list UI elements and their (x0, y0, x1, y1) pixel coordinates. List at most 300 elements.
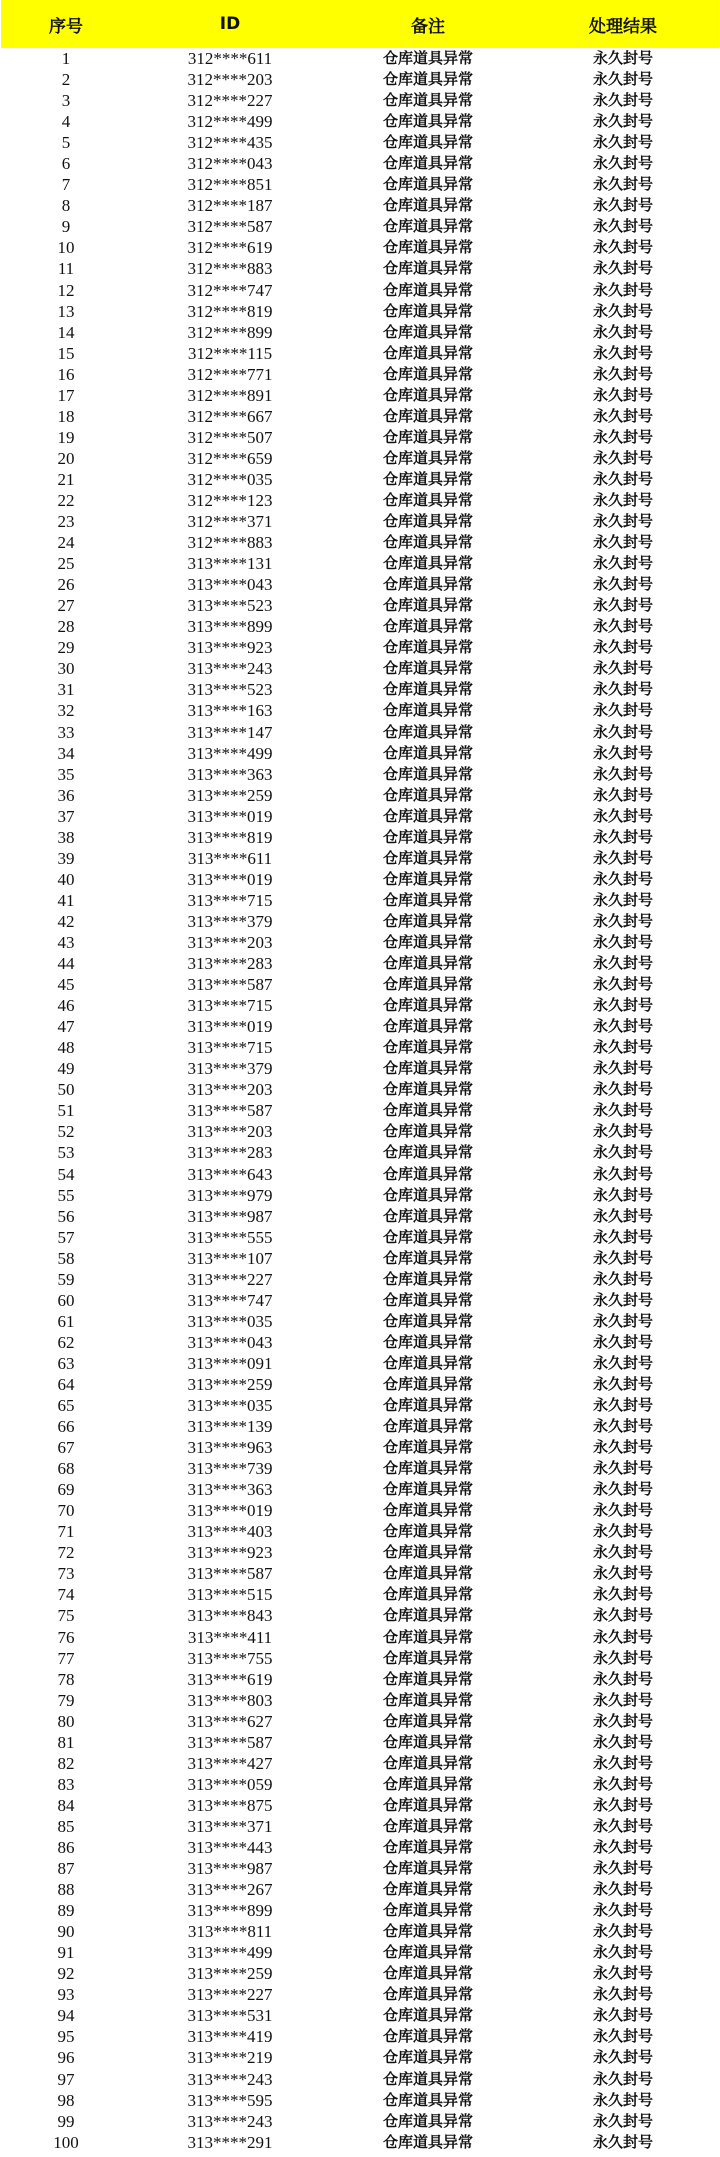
row-note: 仓库道具异常 (382, 554, 473, 573)
row-note: 仓库道具异常 (382, 638, 473, 657)
row-note: 仓库道具异常 (382, 343, 473, 362)
table-row (1, 1500, 719, 1521)
table-row (1, 1584, 719, 1605)
row-number: 23 (57, 512, 75, 532)
row-note: 仓库道具异常 (382, 1438, 473, 1457)
table-row (1, 1963, 719, 1984)
row-note: 仓库道具异常 (382, 1543, 473, 1562)
row-id: 313****019 (187, 1017, 273, 1037)
row-result: 永久封号 (592, 869, 653, 888)
row-note: 仓库道具异常 (382, 448, 473, 467)
row-result: 永久封号 (592, 533, 653, 552)
table-row (1, 700, 719, 721)
row-id: 313****923 (187, 638, 273, 658)
row-number: 19 (57, 427, 75, 447)
table-row (1, 2005, 719, 2026)
row-number: 32 (57, 701, 75, 721)
table-row (1, 785, 719, 806)
row-result: 永久封号 (592, 1606, 653, 1625)
table-row (1, 2047, 719, 2068)
row-note: 仓库道具异常 (382, 1795, 473, 1814)
row-id: 313****843 (187, 1606, 273, 1626)
table-row (1, 2111, 719, 2132)
row-number: 87 (57, 1859, 75, 1879)
row-number: 46 (57, 996, 75, 1016)
row-id: 312****883 (187, 533, 273, 553)
table-row (1, 1984, 719, 2005)
row-number: 82 (57, 1753, 75, 1773)
table-row (1, 132, 719, 153)
row-id: 313****291 (187, 2132, 273, 2152)
row-number: 12 (57, 280, 75, 300)
row-result: 永久封号 (592, 806, 653, 825)
row-note: 仓库道具异常 (382, 301, 473, 320)
row-id: 313****987 (187, 1859, 273, 1879)
row-result: 永久封号 (592, 238, 653, 257)
row-note: 仓库道具异常 (382, 827, 473, 846)
row-id: 313****019 (187, 869, 273, 889)
row-number: 21 (57, 469, 75, 489)
row-id: 313****259 (187, 1374, 273, 1394)
row-note: 仓库道具异常 (382, 1332, 473, 1351)
row-id: 313****523 (187, 680, 273, 700)
row-note: 仓库道具异常 (382, 2111, 473, 2130)
row-id: 312****499 (187, 112, 273, 132)
table-row (1, 301, 719, 322)
row-id: 313****819 (187, 827, 273, 847)
row-note: 仓库道具异常 (382, 1669, 473, 1688)
row-result: 永久封号 (592, 1838, 653, 1856)
row-result: 永久封号 (592, 722, 653, 741)
row-result: 永久封号 (592, 259, 653, 278)
row-id: 313****811 (187, 1922, 273, 1942)
row-result: 永久封号 (592, 2048, 653, 2067)
row-id: 313****043 (187, 1332, 273, 1352)
table-row (1, 911, 719, 932)
row-number: 8 (61, 196, 71, 216)
table-row (1, 1521, 719, 1542)
row-result: 永久封号 (592, 1501, 653, 1520)
row-result: 永久封号 (592, 1080, 653, 1099)
row-id: 313****979 (187, 1185, 273, 1205)
row-number: 58 (57, 1248, 75, 1268)
row-result: 永久封号 (592, 1374, 653, 1393)
table-row (1, 2069, 719, 2090)
row-note: 仓库道具异常 (382, 1922, 473, 1941)
row-note: 仓库道具异常 (382, 1585, 473, 1604)
row-result: 永久封号 (592, 2132, 653, 2151)
row-number: 34 (57, 743, 75, 763)
row-id: 313****227 (187, 1269, 273, 1289)
row-id: 313****963 (187, 1438, 273, 1458)
table-row (1, 1900, 719, 1921)
row-id: 313****403 (187, 1522, 273, 1542)
row-number: 72 (57, 1543, 75, 1563)
row-result: 永久封号 (592, 743, 653, 762)
row-number: 42 (57, 911, 75, 931)
row-number: 57 (57, 1227, 75, 1247)
row-id: 313****715 (187, 890, 273, 910)
table-row (1, 1206, 719, 1227)
row-id: 313****035 (187, 1311, 273, 1331)
table-row (1, 869, 719, 890)
row-result: 永久封号 (592, 512, 653, 531)
row-number: 33 (57, 722, 75, 742)
row-number: 65 (57, 1396, 75, 1416)
row-note: 仓库道具异常 (382, 2132, 473, 2151)
row-note: 仓库道具异常 (382, 1269, 473, 1288)
row-note: 仓库道具异常 (382, 2027, 473, 2046)
table-row (1, 637, 719, 658)
row-id: 313****283 (187, 1143, 273, 1163)
row-result: 永久封号 (592, 554, 653, 573)
row-id: 313****987 (187, 1206, 273, 1226)
row-number: 74 (57, 1585, 75, 1605)
row-result: 永久封号 (592, 1353, 653, 1372)
row-note: 仓库道具异常 (382, 680, 473, 699)
row-result: 永久封号 (592, 701, 653, 720)
table-row (1, 532, 719, 553)
row-id: 312****043 (187, 154, 273, 174)
row-note: 仓库道具异常 (382, 2048, 473, 2067)
row-note: 仓库道具异常 (382, 1943, 473, 1962)
row-id: 312****891 (187, 385, 273, 405)
table-row (1, 258, 719, 279)
row-number: 61 (57, 1311, 75, 1331)
row-number: 80 (57, 1711, 75, 1731)
row-result: 永久封号 (592, 1627, 653, 1646)
row-number: 92 (57, 1964, 75, 1984)
table-row (1, 995, 719, 1016)
row-id: 312****667 (187, 406, 273, 426)
table-row (1, 322, 719, 343)
row-note: 仓库道具异常 (382, 238, 473, 257)
row-result: 永久封号 (592, 217, 653, 236)
row-result: 永久封号 (592, 1901, 653, 1920)
table-row (1, 1942, 719, 1963)
row-number: 56 (57, 1206, 75, 1226)
row-number: 78 (57, 1669, 75, 1689)
row-number: 95 (57, 2027, 75, 2047)
row-note: 仓库道具异常 (382, 364, 473, 383)
row-number: 83 (57, 1774, 75, 1794)
row-number: 2 (61, 70, 71, 90)
row-id: 313****107 (187, 1248, 273, 1268)
row-result: 永久封号 (592, 385, 653, 404)
row-result: 永久封号 (592, 1459, 653, 1478)
row-result: 永久封号 (592, 91, 653, 110)
row-note: 仓库道具异常 (382, 1711, 473, 1730)
row-note: 仓库道具异常 (382, 196, 473, 215)
table-row (1, 2090, 719, 2111)
row-note: 仓库道具异常 (382, 1985, 473, 2004)
table-row (1, 722, 719, 743)
row-note: 仓库道具异常 (382, 2006, 473, 2025)
row-id: 313****803 (187, 1690, 273, 1710)
row-note: 仓库道具异常 (382, 617, 473, 636)
table-row (1, 1016, 719, 1037)
row-id: 313****755 (187, 1648, 273, 1668)
table-row (1, 2026, 719, 2047)
row-note: 仓库道具异常 (382, 91, 473, 110)
row-result: 永久封号 (592, 70, 653, 89)
row-number: 29 (57, 638, 75, 658)
row-id: 313****595 (187, 2090, 273, 2110)
table-row (1, 1037, 719, 1058)
row-number: 39 (57, 848, 75, 868)
row-id: 313****587 (187, 1101, 273, 1121)
row-number: 4 (61, 112, 71, 132)
row-id: 313****363 (187, 764, 273, 784)
row-result: 永久封号 (592, 133, 653, 152)
row-result: 永久封号 (592, 1648, 653, 1667)
row-number: 55 (57, 1185, 75, 1205)
row-id: 313****283 (187, 954, 273, 974)
row-result: 永久封号 (592, 1417, 653, 1436)
row-id: 313****747 (187, 1290, 273, 1310)
row-number: 86 (57, 1838, 75, 1857)
row-id: 313****899 (187, 1901, 273, 1921)
row-note: 仓库道具异常 (382, 1859, 473, 1878)
table-row (1, 2132, 719, 2153)
row-result: 永久封号 (592, 343, 653, 362)
row-number: 44 (57, 954, 75, 974)
table-row (1, 1627, 719, 1648)
table-row (1, 1837, 719, 1858)
table-row (1, 806, 719, 827)
table-row (1, 490, 719, 511)
row-id: 313****899 (187, 617, 273, 637)
row-result: 永久封号 (592, 1880, 653, 1899)
row-result: 永久封号 (592, 848, 653, 867)
row-number: 7 (61, 175, 71, 195)
row-note: 仓库道具异常 (382, 2090, 473, 2109)
table-row (1, 111, 719, 132)
row-id: 313****267 (187, 1880, 273, 1900)
row-id: 313****227 (187, 1985, 273, 2005)
row-id: 313****523 (187, 596, 273, 616)
table-row (1, 1121, 719, 1142)
row-id: 313****555 (187, 1227, 273, 1247)
table-row (1, 153, 719, 174)
row-id: 313****243 (187, 2069, 273, 2089)
row-id: 313****059 (187, 1774, 273, 1794)
table-row (1, 406, 719, 427)
row-id: 313****715 (187, 996, 273, 1016)
row-result: 永久封号 (592, 1690, 653, 1709)
row-number: 40 (57, 869, 75, 889)
row-note: 仓库道具异常 (382, 1122, 473, 1141)
row-number: 5 (61, 133, 71, 153)
row-number: 91 (57, 1943, 75, 1963)
row-number: 60 (57, 1290, 75, 1310)
row-id: 313****259 (187, 785, 273, 805)
row-result: 永久封号 (592, 575, 653, 594)
table-row (1, 280, 719, 301)
ban-list-sheet (1, 0, 719, 2153)
row-number: 97 (57, 2069, 75, 2089)
row-note: 仓库道具异常 (382, 1164, 473, 1183)
row-number: 85 (57, 1816, 75, 1836)
row-result: 永久封号 (592, 932, 653, 951)
row-result: 永久封号 (592, 1732, 653, 1751)
row-number: 43 (57, 932, 75, 952)
table-row (1, 574, 719, 595)
row-id: 313****619 (187, 1669, 273, 1689)
header-no: 序号 (49, 16, 83, 37)
row-note: 仓库道具异常 (382, 1417, 473, 1436)
row-id: 312****507 (187, 427, 273, 447)
row-note: 仓库道具异常 (382, 975, 473, 994)
table-row (1, 932, 719, 953)
row-number: 3 (61, 91, 71, 111)
table-row (1, 1374, 719, 1395)
row-result: 永久封号 (592, 491, 653, 509)
row-id: 312****587 (187, 217, 273, 237)
row-number: 16 (57, 364, 75, 384)
table-row (1, 1774, 719, 1795)
row-result: 永久封号 (592, 469, 653, 488)
row-result: 永久封号 (592, 175, 653, 194)
table-row (1, 1732, 719, 1753)
row-id: 313****147 (187, 722, 273, 742)
row-result: 永久封号 (592, 1101, 653, 1120)
row-result: 永久封号 (592, 1795, 653, 1814)
table-row (1, 1100, 719, 1121)
row-note: 仓库道具异常 (382, 175, 473, 194)
table-row (1, 364, 719, 385)
row-id: 313****379 (187, 1059, 273, 1079)
row-result: 永久封号 (592, 322, 653, 341)
row-note: 仓库道具异常 (382, 1648, 473, 1667)
row-id: 313****611 (187, 848, 273, 868)
row-result: 永久封号 (592, 1585, 653, 1604)
row-result: 永久封号 (592, 1985, 653, 2004)
row-id: 312****611 (187, 49, 273, 69)
row-result: 永久封号 (592, 1711, 653, 1730)
row-note: 仓库道具异常 (382, 1101, 473, 1120)
row-result: 永久封号 (592, 1922, 653, 1941)
row-id: 312****883 (187, 259, 273, 279)
row-result: 永久封号 (592, 1816, 653, 1835)
row-note: 仓库道具异常 (382, 133, 473, 152)
row-result: 永久封号 (592, 1290, 653, 1309)
row-note: 仓库道具异常 (382, 1059, 473, 1078)
row-note: 仓库道具异常 (382, 659, 473, 678)
row-note: 仓库道具异常 (382, 1143, 473, 1162)
row-result: 永久封号 (592, 1964, 653, 1983)
row-id: 312****659 (187, 448, 273, 468)
row-id: 313****019 (187, 806, 273, 826)
row-id: 313****411 (187, 1627, 273, 1647)
header-result: 处理结果 (589, 16, 657, 37)
row-id: 313****515 (187, 1585, 273, 1605)
row-note: 仓库道具异常 (382, 1753, 473, 1772)
row-result: 永久封号 (592, 1753, 653, 1772)
row-id: 313****739 (187, 1459, 273, 1479)
table-row (1, 1479, 719, 1500)
row-note: 仓库道具异常 (382, 512, 473, 531)
row-note: 仓库道具异常 (382, 385, 473, 404)
row-number: 67 (57, 1438, 75, 1458)
table-row (1, 1816, 719, 1837)
table-row (1, 469, 719, 490)
table-row (1, 1858, 719, 1879)
table-row (1, 1142, 719, 1163)
row-id: 312****435 (187, 133, 273, 153)
table-row (1, 69, 719, 90)
table-row (1, 953, 719, 974)
row-note: 仓库道具异常 (382, 49, 473, 68)
row-result: 永久封号 (592, 785, 653, 804)
row-id: 313****427 (187, 1753, 273, 1773)
row-id: 312****123 (187, 491, 273, 510)
row-result: 永久封号 (592, 1859, 653, 1878)
row-note: 仓库道具异常 (382, 1374, 473, 1393)
row-note: 仓库道具异常 (382, 890, 473, 909)
table-row (1, 1248, 719, 1269)
row-id: 313****499 (187, 743, 273, 763)
row-number: 79 (57, 1690, 75, 1710)
row-note: 仓库道具异常 (382, 533, 473, 552)
row-id: 312****115 (187, 343, 273, 363)
row-note: 仓库道具异常 (382, 280, 473, 299)
row-note: 仓库道具异常 (382, 1690, 473, 1709)
row-id: 312****227 (187, 91, 273, 111)
row-result: 永久封号 (592, 617, 653, 636)
row-number: 66 (57, 1417, 75, 1437)
row-number: 73 (57, 1564, 75, 1584)
table-row (1, 616, 719, 637)
header-note: 备注 (411, 16, 445, 37)
row-result: 永久封号 (592, 2069, 653, 2088)
row-note: 仓库道具异常 (382, 1774, 473, 1793)
row-note: 仓库道具异常 (382, 1964, 473, 1983)
row-number: 54 (57, 1164, 75, 1184)
row-result: 永久封号 (592, 1396, 653, 1415)
table-row (1, 1311, 719, 1332)
row-note: 仓库道具异常 (382, 1396, 473, 1415)
row-result: 永久封号 (592, 1311, 653, 1330)
row-number: 13 (57, 301, 75, 321)
table-row (1, 1542, 719, 1563)
row-number: 84 (57, 1795, 75, 1815)
row-number: 38 (57, 827, 75, 847)
row-note: 仓库道具异常 (382, 848, 473, 867)
row-note: 仓库道具异常 (382, 911, 473, 930)
table-row (1, 848, 719, 869)
row-result: 永久封号 (592, 1269, 653, 1288)
row-number: 9 (61, 217, 71, 237)
row-note: 仓库道具异常 (382, 1880, 473, 1899)
table-row (1, 1711, 719, 1732)
row-id: 313****019 (187, 1501, 273, 1521)
row-note: 仓库道具异常 (382, 596, 473, 615)
row-result: 永久封号 (592, 1227, 653, 1246)
row-number: 63 (57, 1353, 75, 1373)
row-number: 26 (57, 575, 75, 595)
row-number: 75 (57, 1606, 75, 1626)
header-row (1, 0, 719, 48)
row-number: 70 (57, 1501, 75, 1521)
row-note: 仓库道具异常 (382, 1353, 473, 1372)
row-id: 313****443 (187, 1838, 273, 1857)
row-number: 24 (57, 533, 75, 553)
row-id: 313****203 (187, 932, 273, 952)
row-note: 仓库道具异常 (382, 1248, 473, 1267)
row-result: 永久封号 (592, 1332, 653, 1351)
row-note: 仓库道具异常 (382, 322, 473, 341)
